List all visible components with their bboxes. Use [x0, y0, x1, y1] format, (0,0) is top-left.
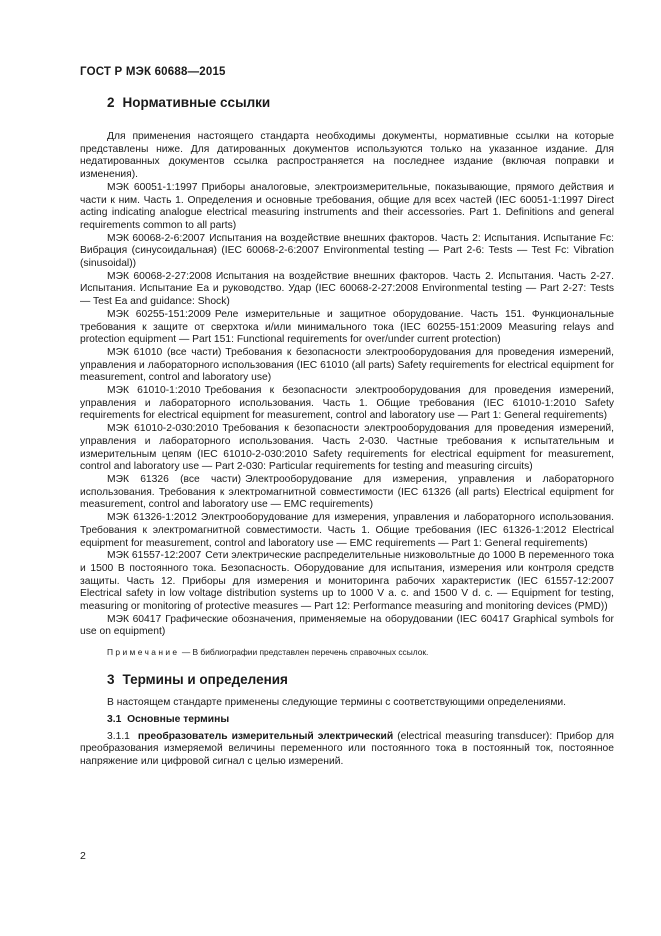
reference-item [80, 385, 614, 423]
reference-text: Требования к безопасности электрооборудования для проведения измерений, управления и лабораторного использования. Часть 1. Общие требования (IEC 61010-1:2010 Safety requirements for electrical equipment for measurement, control and laboratory use — Part 1: General requirements) [80, 385, 614, 422]
section-2-number: 2 [107, 95, 115, 110]
section-2-title: Нормативные ссылки [122, 95, 271, 110]
reference-text: Реле измерительные и защитное оборудование. Часть 151. Функциональные требования к защите от сверхтока и/или минимального тока (IEC 60255-151:2009 Measuring relays and protection equipment — Part 151: Functional requirements for over/under current protection) [80, 308, 614, 346]
section-2-intro: Для применения настоящего стандарта необходимы документы, нормативные ссылки на которые представлены ниже. Для датированных документов используются только на указанное издание. Для недатированных документов ссылка распространяется на последнее издание (включая поправки и изменения). [80, 131, 614, 181]
reference-item [80, 614, 614, 639]
reference-text: Испытания на воздействие внешних факторов. Часть 2: Испытания. Испытание Fc: Вибрация (синусоидальная) (IEC 60068-2-6:2007 Environmental testing — Part 2-6: Tests — Test Fc: Vibration (sinusoidal)) [80, 232, 614, 270]
section-3-intro: В настоящем стандарте применены следующие термины с соответствующими определениями. [107, 697, 567, 709]
subsection-number: 3.1 [107, 713, 122, 725]
reference-code: МЭК 61326-1:2012 [107, 512, 197, 524]
reference-text: Испытания на воздействие внешних факторов. Часть 2. Испытания. Часть 2-27. Испытания. Испытание Еа и руководство. Удар (IEC 60068-2-27:2008 Environmental testing — Part 2-27: Tests — Test Ea and guidance: Shock) [80, 270, 615, 308]
reference-code: МЭК 60068-2-27:2008 [107, 270, 212, 282]
section-3-title: Термины и определения [122, 672, 288, 688]
reference-text: Электрооборудование для измерения, управления и лабораторного использования. Требования к электромагнитной совместимости (IEC 61326 (all parts) Electrical equipment for measurement, control and laboratory use — EMC requirements) [80, 473, 614, 511]
reference-item [80, 271, 614, 309]
note-label: Примечание [107, 647, 180, 658]
reference-text: Графические обозначения, применяемые на оборудовании (IEC 60417 Graphical symbols for use on equipment) [80, 613, 614, 638]
reference-code: МЭК 61010-1:2010 [107, 385, 201, 397]
note [80, 647, 614, 658]
term-definition [80, 731, 614, 769]
reference-item [80, 182, 614, 233]
reference-item [80, 309, 614, 347]
section-2-heading [107, 95, 614, 110]
subsection-title: Основные термины [127, 713, 230, 725]
note-text: — В библиографии представлен перечень справочных ссылок. [181, 647, 429, 658]
reference-item [80, 512, 614, 550]
reference-code: МЭК 61010 (все части) [107, 346, 222, 358]
reference-code: МЭК 60417 [107, 613, 162, 625]
reference-item [80, 423, 614, 474]
normative-references [80, 131, 614, 639]
reference-item [80, 233, 614, 271]
reference-text: Сети электрические распределительные низковольтные до 1000 В переменного тока и 1500 В постоянного тока. Безопасность. Оборудование для испытания, измерения или контроля средств защиты. Часть 12. Приборы для измерения и мониторинга рабочих характеристик (IEC 61557-12:2007 Electrical safety in low voltage distribution systems up to 1000 V a. c. and 1500 V d. c. — Equipment for testing, measuring or monitoring of protective measures — Part 12: Performance measuring and monitoring devices (PMD)) [80, 550, 614, 613]
reference-item [80, 474, 614, 512]
page-content [80, 92, 614, 769]
reference-code: МЭК 61557-12:2007 [107, 550, 202, 562]
reference-text: Требования к безопасности электрооборудования для проведения измерений, управления и лабораторного использования (IEC 61010 (all parts) Safety requirements for electrical equipment for measurement, control and laboratory use) [80, 346, 614, 384]
document-header: ГОСТ Р МЭК 60688—2015 [80, 66, 226, 78]
term-name: преобразователь измерительный электрический [137, 730, 394, 742]
reference-item [80, 550, 614, 614]
term-text: (electrical measuring transducer): Прибор для преобразования измеряемой величины переменного или постоянного тока в постоянный ток, постоянное напряжение или цифровой сигнал с целью измерений. [80, 730, 614, 767]
reference-text: Электрооборудование для измерения, управления и лабораторного использования. Требования к электромагнитной совместимости. Часть 1. Общие требования (IEC 61326-1:2012 Electrical equipment for measurement, control and laboratory use — EMC requirements — Part 1: General requirements) [80, 512, 614, 549]
reference-code: МЭК 60255-151:2009 [107, 308, 211, 320]
section-3-number: 3 [107, 672, 115, 688]
reference-code: МЭК 60051-1:1997 [107, 181, 198, 193]
reference-code: МЭК 61010-2-030:2010 [107, 423, 219, 435]
reference-item [80, 347, 614, 385]
reference-text: Приборы аналоговые, электроизмерительные, показывающие, прямого действия и части к ним. Часть 1. Определения и основные требования, общие для всех частей (IEC 60051-1:1997 Direct acting indicating analogue electrical measuring instruments and their accessories. Part 1. Definitions and general requirements common to all parts) [80, 181, 614, 231]
reference-code: МЭК 61326 (все части) [107, 473, 242, 485]
page-number: 2 [80, 850, 86, 862]
term-number: 3.1.1 [107, 730, 130, 742]
reference-code: МЭК 60068-2-6:2007 [107, 232, 206, 244]
section-3-heading [107, 672, 614, 687]
subsection-heading [80, 714, 614, 727]
reference-text: Требования к безопасности электрооборудования для проведения измерений, управления и лабораторного использования. Часть 2-030. Частные требования к испытательным и измерительным цепям (IEC 61010-2-030:2010 Safety requirements for electrical equipment for measurement, control and laboratory use — Part 2-030: Particular requirements for testing and measuring circuits) [80, 423, 614, 473]
